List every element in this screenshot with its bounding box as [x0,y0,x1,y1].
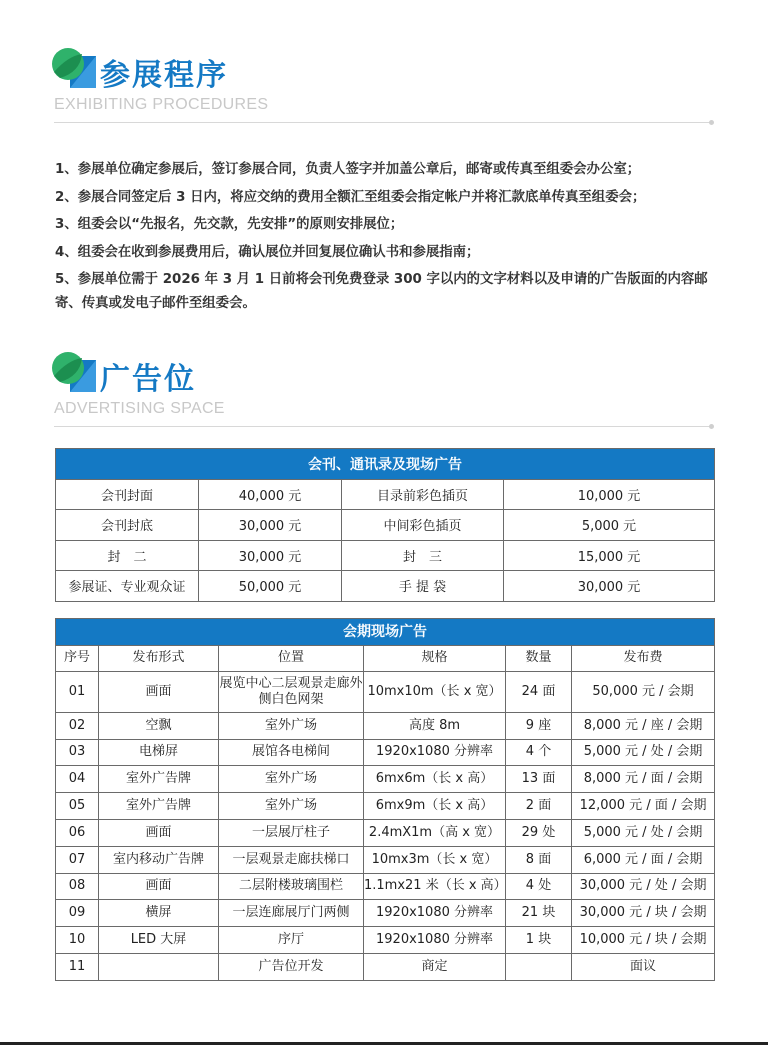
table-row [56,900,715,927]
table-cell: 50,000 元 [199,571,342,602]
table-cell: 15,000 元 [504,540,715,571]
table-cell: 序厅 [219,927,364,954]
table-cell: 5,000 元 [504,510,715,541]
column-header: 规格 [364,645,506,671]
list-item: 1、参展单位确定参展后，签订参展合同，负责人签字并加盖公章后，邮寄或传真至组委会办公室； [55,162,641,177]
table-cell: 面议 [572,953,715,980]
table-cell: 21 块 [506,900,572,927]
section-logo-icon [50,350,98,394]
table-cell: 电梯屏 [99,739,219,766]
table-row [56,510,715,541]
table-cell: 30,000 元 [199,540,342,571]
table-cell: 1920x1080 分辨率 [364,739,506,766]
list-item: 3、组委会以“先报名，先交款，先安排”的原则安排展位； [55,217,404,232]
table-cell: 02 [56,712,99,739]
table-cell: LED 大屏 [99,927,219,954]
divider [54,122,712,123]
table-cell: 商定 [364,953,506,980]
table-row [56,793,715,820]
table-cell: 2.4mX1m（高 x 宽） [364,819,506,846]
table-cell: 封 二 [56,540,199,571]
list-item: 4、组委会在收到参展费用后，确认展位并回复展位确认书和参展指南； [55,244,480,260]
table-row [56,712,715,739]
table-cell: 1.1mx21 米（长 x 高） [364,873,506,900]
section-subtitle: ADVERTISING SPACE [54,400,225,417]
table-cell: 10 [56,927,99,954]
column-header: 位置 [219,645,364,671]
table-cell: 1 块 [506,927,572,954]
table-cell: 6mx6m（长 x 高） [364,766,506,793]
table-cell: 横屏 [99,900,219,927]
table-row [56,479,715,510]
table-row [56,766,715,793]
table-cell: 29 处 [506,819,572,846]
table-cell: 4 处 [506,873,572,900]
table-cell [506,953,572,980]
table-cell: 广告位开发 [219,953,364,980]
column-header: 数量 [506,645,572,671]
table-cell: 参展证、专业观众证 [56,571,199,602]
table-row [56,873,715,900]
table-cell: 08 [56,873,99,900]
table-cell: 一层观景走廊扶梯口 [219,846,364,873]
procedure-list [55,158,720,319]
table-cell: 04 [56,766,99,793]
table-cell: 5,000 元 / 处 / 会期 [572,739,715,766]
table-cell: 8,000 元 / 座 / 会期 [572,712,715,739]
table-cell: 一层连廊展厅门两侧 [219,900,364,927]
table-cell: 10mx10m（长 x 宽） [364,671,506,712]
table-cell: 6mx9m（长 x 高） [364,793,506,820]
table-cell: 30,000 元 [199,510,342,541]
table-cell: 30,000 元 / 处 / 会期 [572,873,715,900]
table-cell: 50,000 元 / 会期 [572,671,715,712]
table-cell: 中间彩色插页 [342,510,504,541]
page-title: 参展程序 [100,58,228,93]
table-cell: 4 个 [506,739,572,766]
table-cell: 10mx3m（长 x 宽） [364,846,506,873]
table-row [56,953,715,980]
table-title: 会刊、通讯录及现场广告 [56,449,715,480]
table-cell: 室外广告牌 [99,793,219,820]
table-cell: 40,000 元 [199,479,342,510]
table-cell: 30,000 元 [504,571,715,602]
table-row [56,671,715,712]
table-cell: 室外广场 [219,766,364,793]
column-header: 序号 [56,645,99,671]
table-cell: 目录前彩色插页 [342,479,504,510]
section-title: 广告位 [100,362,196,397]
table-cell: 12,000 元 / 面 / 会期 [572,793,715,820]
table-cell: 封 三 [342,540,504,571]
table-cell: 10,000 元 [504,479,715,510]
table-cell: 8 面 [506,846,572,873]
table-row [56,540,715,571]
onsite-ad-table [55,618,715,981]
list-item: 2、参展合同签定后 3 日内，将应交纳的费用全额汇至组委会指定帐户并将汇款底单传真至组委会； [55,189,646,205]
column-header: 发布费 [572,645,715,671]
table-cell: 6,000 元 / 面 / 会期 [572,846,715,873]
table-cell: 13 面 [506,766,572,793]
table-cell: 30,000 元 / 块 / 会期 [572,900,715,927]
table-cell: 会刊封底 [56,510,199,541]
column-header: 发布形式 [99,645,219,671]
table-row [56,571,715,602]
table-row [56,927,715,954]
table-cell: 展览中心二层观景走廊外侧白色网架 [219,671,364,712]
table-cell: 室外广场 [219,712,364,739]
table-header-row [56,645,715,671]
list-item: 5、参展单位需于 2026 年 3 月 1 日前将会刊免费登录 300 字以内的文字材料以及申请的广告版面的内容邮寄、传真或发电子邮件至组委会。 [55,272,708,311]
table-cell: 2 面 [506,793,572,820]
publication-ad-table [55,448,715,602]
table-cell: 一层展厅柱子 [219,819,364,846]
table-cell [99,953,219,980]
table-cell: 室外广告牌 [99,766,219,793]
table-cell: 会刊封面 [56,479,199,510]
section-logo-icon [50,46,98,90]
table-cell: 03 [56,739,99,766]
table-cell: 二层附楼玻璃围栏 [219,873,364,900]
table-cell: 11 [56,953,99,980]
table-cell: 高度 8m [364,712,506,739]
table-title: 会期现场广告 [56,619,715,646]
table-row [56,846,715,873]
table-cell: 06 [56,819,99,846]
table-cell: 10,000 元 / 块 / 会期 [572,927,715,954]
table-cell: 画面 [99,873,219,900]
table-cell: 空飘 [99,712,219,739]
table-cell: 室外广场 [219,793,364,820]
table-cell: 24 面 [506,671,572,712]
table-cell: 07 [56,846,99,873]
table-cell: 9 座 [506,712,572,739]
table-row [56,819,715,846]
table-cell: 09 [56,900,99,927]
table-cell: 5,000 元 / 处 / 会期 [572,819,715,846]
divider [54,426,712,427]
table-cell: 01 [56,671,99,712]
table-cell: 8,000 元 / 面 / 会期 [572,766,715,793]
table-row [56,739,715,766]
table-cell: 05 [56,793,99,820]
table-cell: 展馆各电梯间 [219,739,364,766]
table-cell: 室内移动广告牌 [99,846,219,873]
table-cell: 1920x1080 分辨率 [364,900,506,927]
table-cell: 手 提 袋 [342,571,504,602]
table-cell: 画面 [99,671,219,712]
table-cell: 画面 [99,819,219,846]
table-cell: 1920x1080 分辨率 [364,927,506,954]
section-subtitle: EXHIBITING PROCEDURES [54,96,269,113]
